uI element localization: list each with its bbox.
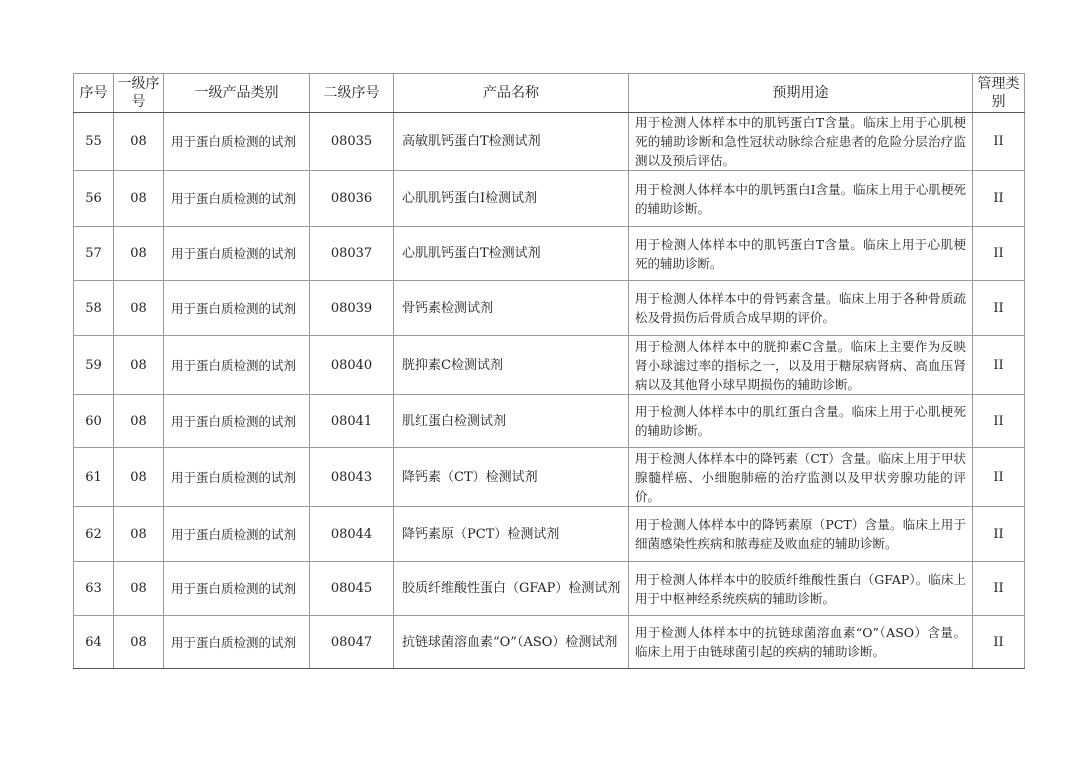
level2-no: 08036 xyxy=(310,171,394,227)
level1-category: 用于蛋白质检测的试剂 xyxy=(164,395,310,448)
level1-category: 用于蛋白质检测的试剂 xyxy=(164,507,310,562)
product-classification-table xyxy=(73,73,1025,669)
management-class: II xyxy=(973,336,1025,395)
level1-category: 用于蛋白质检测的试剂 xyxy=(164,227,310,281)
header-intended-use: 预期用途 xyxy=(629,74,973,113)
level2-no: 08035 xyxy=(310,113,394,171)
level2-no: 08041 xyxy=(310,395,394,448)
management-class: II xyxy=(973,281,1025,336)
level2-no: 08040 xyxy=(310,336,394,395)
product-name: 胶质纤维酸性蛋白（GFAP）检测试剂 xyxy=(394,562,629,616)
header-product-name: 产品名称 xyxy=(394,74,629,113)
product-name: 高敏肌钙蛋白T检测试剂 xyxy=(394,113,629,171)
product-name: 肌红蛋白检测试剂 xyxy=(394,395,629,448)
serial-no: 60 xyxy=(74,395,114,448)
level1-no: 08 xyxy=(114,227,164,281)
management-class: II xyxy=(973,395,1025,448)
product-name: 心肌肌钙蛋白T检测试剂 xyxy=(394,227,629,281)
intended-use: 用于检测人体样本中的肌红蛋白含量。临床上用于心肌梗死的辅助诊断。 xyxy=(629,395,973,448)
intended-use: 用于检测人体样本中的骨钙素含量。临床上用于各种骨质疏松及骨损伤后骨质合成早期的评价。 xyxy=(629,281,973,336)
management-class: II xyxy=(973,171,1025,227)
intended-use: 用于检测人体样本中的胶质纤维酸性蛋白（GFAP）。临床上用于中枢神经系统疾病的辅助诊断。 xyxy=(629,562,973,616)
management-class: II xyxy=(973,113,1025,171)
product-name: 骨钙素检测试剂 xyxy=(394,281,629,336)
level1-no: 08 xyxy=(114,448,164,507)
level1-no: 08 xyxy=(114,113,164,171)
table-row xyxy=(74,227,1025,281)
table-row xyxy=(74,507,1025,562)
level2-no: 08039 xyxy=(310,281,394,336)
level1-no: 08 xyxy=(114,171,164,227)
table-row xyxy=(74,281,1025,336)
serial-no: 61 xyxy=(74,448,114,507)
level1-category: 用于蛋白质检测的试剂 xyxy=(164,171,310,227)
level1-no: 08 xyxy=(114,562,164,616)
intended-use: 用于检测人体样本中的降钙素（CT）含量。临床上用于甲状腺髓样癌、小细胞肺癌的治疗监测以及甲状旁腺功能的评价。 xyxy=(629,448,973,507)
intended-use: 用于检测人体样本中的降钙素原（PCT）含量。临床上用于细菌感染性疾病和脓毒症及败血症的辅助诊断。 xyxy=(629,507,973,562)
header-level1-category: 一级产品类别 xyxy=(164,74,310,113)
intended-use: 用于检测人体样本中的胱抑素C含量。临床上主要作为反映肾小球滤过率的指标之一，以及用于糖尿病肾病、高血压肾病以及其他肾小球早期损伤的辅助诊断。 xyxy=(629,336,973,395)
level1-no: 08 xyxy=(114,507,164,562)
level2-no: 08047 xyxy=(310,616,394,669)
table-row xyxy=(74,395,1025,448)
intended-use: 用于检测人体样本中的肌钙蛋白I含量。临床上用于心肌梗死的辅助诊断。 xyxy=(629,171,973,227)
level2-no: 08043 xyxy=(310,448,394,507)
serial-no: 58 xyxy=(74,281,114,336)
level1-category: 用于蛋白质检测的试剂 xyxy=(164,113,310,171)
level1-category: 用于蛋白质检测的试剂 xyxy=(164,448,310,507)
product-name: 抗链球菌溶血素“O”（ASO）检测试剂 xyxy=(394,616,629,669)
header-serial-no: 序号 xyxy=(74,74,114,113)
product-name: 胱抑素C检测试剂 xyxy=(394,336,629,395)
level1-no: 08 xyxy=(114,336,164,395)
serial-no: 55 xyxy=(74,113,114,171)
table-row xyxy=(74,336,1025,395)
level1-no: 08 xyxy=(114,281,164,336)
intended-use: 用于检测人体样本中的肌钙蛋白T含量。临床上用于心肌梗死的辅助诊断和急性冠状动脉综合症患者的危险分层治疗监测以及预后评估。 xyxy=(629,113,973,171)
level1-category: 用于蛋白质检测的试剂 xyxy=(164,616,310,669)
table-row xyxy=(74,113,1025,171)
level1-category: 用于蛋白质检测的试剂 xyxy=(164,281,310,336)
management-class: II xyxy=(973,448,1025,507)
level1-no: 08 xyxy=(114,616,164,669)
table-row xyxy=(74,562,1025,616)
table-row xyxy=(74,448,1025,507)
table-row xyxy=(74,171,1025,227)
serial-no: 62 xyxy=(74,507,114,562)
level1-category: 用于蛋白质检测的试剂 xyxy=(164,336,310,395)
intended-use: 用于检测人体样本中的肌钙蛋白T含量。临床上用于心肌梗死的辅助诊断。 xyxy=(629,227,973,281)
level2-no: 08037 xyxy=(310,227,394,281)
level2-no: 08044 xyxy=(310,507,394,562)
header-level2-no: 二级序号 xyxy=(310,74,394,113)
table-row xyxy=(74,616,1025,669)
management-class: II xyxy=(973,507,1025,562)
level1-no: 08 xyxy=(114,395,164,448)
serial-no: 56 xyxy=(74,171,114,227)
serial-no: 63 xyxy=(74,562,114,616)
header-level1-no: 一级序号 xyxy=(114,74,164,113)
level2-no: 08045 xyxy=(310,562,394,616)
header-management-class: 管理类别 xyxy=(973,74,1025,113)
intended-use: 用于检测人体样本中的抗链球菌溶血素“O”（ASO）含量。临床上用于由链球菌引起的疾病的辅助诊断。 xyxy=(629,616,973,669)
serial-no: 59 xyxy=(74,336,114,395)
management-class: II xyxy=(973,562,1025,616)
serial-no: 64 xyxy=(74,616,114,669)
level1-category: 用于蛋白质检测的试剂 xyxy=(164,562,310,616)
serial-no: 57 xyxy=(74,227,114,281)
management-class: II xyxy=(973,227,1025,281)
product-name: 降钙素（CT）检测试剂 xyxy=(394,448,629,507)
management-class: II xyxy=(973,616,1025,669)
table-header-row xyxy=(74,74,1025,113)
product-name: 降钙素原（PCT）检测试剂 xyxy=(394,507,629,562)
product-name: 心肌肌钙蛋白I检测试剂 xyxy=(394,171,629,227)
